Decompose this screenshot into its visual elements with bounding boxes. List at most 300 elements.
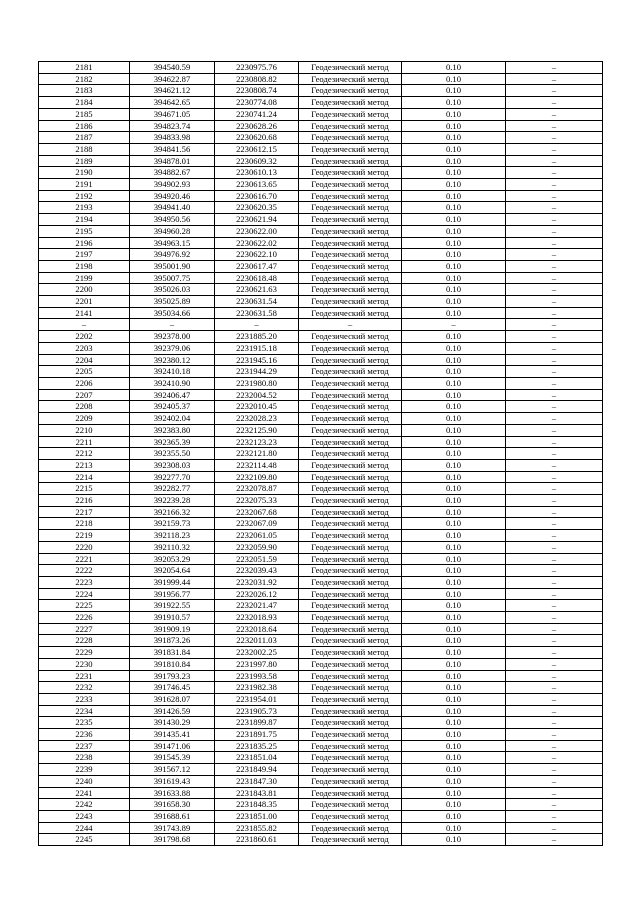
table-row [39, 342, 603, 354]
method-cell: Геодезический метод [299, 693, 402, 705]
method-cell: Геодезический метод [299, 389, 402, 401]
accuracy-cell: 0.10 [402, 284, 506, 296]
accuracy-cell: 0.10 [402, 834, 506, 846]
note-cell: – [506, 623, 603, 635]
x-coordinate-cell: 392380.12 [130, 354, 215, 366]
x-coordinate-cell: 394960.28 [130, 225, 215, 237]
x-coordinate-cell: 391471.06 [130, 740, 215, 752]
y-coordinate-cell: 2232059.90 [215, 541, 299, 553]
point-number-cell: 2182 [39, 73, 130, 85]
table-row [39, 448, 603, 460]
accuracy-cell: 0.10 [402, 623, 506, 635]
point-number-cell: 2235 [39, 717, 130, 729]
note-cell: – [506, 413, 603, 425]
note-cell: – [506, 85, 603, 97]
x-coordinate-cell: 394878.01 [130, 155, 215, 167]
note-cell: – [506, 588, 603, 600]
x-coordinate-cell: 391999.44 [130, 576, 215, 588]
note-cell: – [506, 717, 603, 729]
x-coordinate-cell: 392379.06 [130, 342, 215, 354]
x-coordinate-cell: 394833.98 [130, 132, 215, 144]
x-coordinate-cell: 391743.89 [130, 822, 215, 834]
x-coordinate-cell: 394963.15 [130, 237, 215, 249]
table-row [39, 307, 603, 319]
note-cell: – [506, 202, 603, 214]
note-cell: – [506, 132, 603, 144]
note-cell: – [506, 530, 603, 542]
accuracy-cell: 0.10 [402, 389, 506, 401]
accuracy-cell: 0.10 [402, 670, 506, 682]
method-cell: Геодезический метод [299, 541, 402, 553]
y-coordinate-cell: 2230616.70 [215, 190, 299, 202]
note-cell: – [506, 647, 603, 659]
note-cell: – [506, 483, 603, 495]
point-number-cell: 2225 [39, 600, 130, 612]
table-row [39, 401, 603, 413]
table-row [39, 190, 603, 202]
table-row [39, 132, 603, 144]
point-number-cell: 2195 [39, 225, 130, 237]
y-coordinate-cell: 2231885.20 [215, 331, 299, 343]
note-cell: – [506, 389, 603, 401]
point-number-cell: 2216 [39, 495, 130, 507]
point-number-cell: 2215 [39, 483, 130, 495]
x-coordinate-cell: 394823.74 [130, 120, 215, 132]
accuracy-cell: 0.10 [402, 764, 506, 776]
method-cell: Геодезический метод [299, 108, 402, 120]
method-cell: Геодезический метод [299, 658, 402, 670]
accuracy-cell: 0.10 [402, 342, 506, 354]
y-coordinate-cell: 2230612.15 [215, 143, 299, 155]
point-number-cell: 2197 [39, 249, 130, 261]
y-coordinate-cell: 2232004.52 [215, 389, 299, 401]
accuracy-cell: 0.10 [402, 120, 506, 132]
accuracy-cell: 0.10 [402, 260, 506, 272]
method-cell: Геодезический метод [299, 576, 402, 588]
y-coordinate-cell: 2230620.68 [215, 132, 299, 144]
point-number-cell: 2191 [39, 179, 130, 191]
y-coordinate-cell: 2230617.47 [215, 260, 299, 272]
y-coordinate-cell: 2230975.76 [215, 62, 299, 74]
point-number-cell: 2232 [39, 682, 130, 694]
point-number-cell: 2212 [39, 448, 130, 460]
x-coordinate-cell: 395001.90 [130, 260, 215, 272]
note-cell: – [506, 705, 603, 717]
method-cell: Геодезический метод [299, 85, 402, 97]
note-cell: – [506, 225, 603, 237]
method-cell: Геодезический метод [299, 612, 402, 624]
point-number-cell: 2183 [39, 85, 130, 97]
y-coordinate-cell: 2231944.29 [215, 366, 299, 378]
x-coordinate-cell: 395007.75 [130, 272, 215, 284]
x-coordinate-cell: 394671.05 [130, 108, 215, 120]
x-coordinate-cell: 395025.89 [130, 296, 215, 308]
accuracy-cell: 0.10 [402, 705, 506, 717]
method-cell: Геодезический метод [299, 822, 402, 834]
method-cell: Геодезический метод [299, 834, 402, 846]
x-coordinate-cell: 392159.73 [130, 518, 215, 530]
note-cell: – [506, 799, 603, 811]
accuracy-cell: 0.10 [402, 272, 506, 284]
x-coordinate-cell: 392383.80 [130, 424, 215, 436]
point-number-cell: 2240 [39, 775, 130, 787]
note-cell: – [506, 249, 603, 261]
method-cell: Геодезический метод [299, 331, 402, 343]
method-cell: Геодезический метод [299, 436, 402, 448]
point-number-cell: 2203 [39, 342, 130, 354]
x-coordinate-cell: 392410.18 [130, 366, 215, 378]
y-coordinate-cell: 2232114.48 [215, 459, 299, 471]
y-coordinate-cell: 2230609.32 [215, 155, 299, 167]
y-coordinate-cell: 2231891.75 [215, 729, 299, 741]
method-cell: Геодезический метод [299, 764, 402, 776]
table-row [39, 459, 603, 471]
table-row [39, 366, 603, 378]
accuracy-cell: 0.10 [402, 401, 506, 413]
x-coordinate-cell: 391956.77 [130, 588, 215, 600]
x-coordinate-cell: 392282.77 [130, 483, 215, 495]
note-cell: – [506, 565, 603, 577]
point-number-cell: 2229 [39, 647, 130, 659]
y-coordinate-cell: 2231855.82 [215, 822, 299, 834]
accuracy-cell: 0.10 [402, 296, 506, 308]
note-cell: – [506, 214, 603, 226]
point-number-cell: 2185 [39, 108, 130, 120]
accuracy-cell: 0.10 [402, 565, 506, 577]
table-row [39, 717, 603, 729]
x-coordinate-cell: 391798.68 [130, 834, 215, 846]
method-cell: Геодезический метод [299, 143, 402, 155]
accuracy-cell: 0.10 [402, 553, 506, 565]
note-cell: – [506, 73, 603, 85]
accuracy-cell: 0.10 [402, 377, 506, 389]
method-cell: Геодезический метод [299, 588, 402, 600]
point-number-cell: 2219 [39, 530, 130, 542]
point-number-cell: 2187 [39, 132, 130, 144]
point-number-cell: 2221 [39, 553, 130, 565]
y-coordinate-cell: 2232031.92 [215, 576, 299, 588]
accuracy-cell: 0.10 [402, 62, 506, 74]
accuracy-cell: 0.10 [402, 600, 506, 612]
x-coordinate-cell: 391873.26 [130, 635, 215, 647]
table-row [39, 682, 603, 694]
method-cell: Геодезический метод [299, 682, 402, 694]
note-cell: – [506, 506, 603, 518]
table-row [39, 647, 603, 659]
y-coordinate-cell: 2232075.33 [215, 495, 299, 507]
accuracy-cell: 0.10 [402, 424, 506, 436]
y-coordinate-cell: 2231993.58 [215, 670, 299, 682]
point-number-cell: 2199 [39, 272, 130, 284]
note-cell: – [506, 120, 603, 132]
accuracy-cell: 0.10 [402, 366, 506, 378]
accuracy-cell: 0.10 [402, 682, 506, 694]
x-coordinate-cell: 392365.39 [130, 436, 215, 448]
table-row [39, 623, 603, 635]
table-row [39, 436, 603, 448]
accuracy-cell: 0.10 [402, 143, 506, 155]
point-number-cell: 2217 [39, 506, 130, 518]
y-coordinate-cell: 2231835.25 [215, 740, 299, 752]
y-coordinate-cell: 2231982.38 [215, 682, 299, 694]
method-cell: Геодезический метод [299, 518, 402, 530]
accuracy-cell: 0.10 [402, 237, 506, 249]
x-coordinate-cell: 394621.12 [130, 85, 215, 97]
accuracy-cell: 0.10 [402, 214, 506, 226]
table-row [39, 377, 603, 389]
method-cell: Геодезический метод [299, 401, 402, 413]
point-number-cell: 2239 [39, 764, 130, 776]
note-cell: – [506, 319, 603, 331]
y-coordinate-cell: 2231843.81 [215, 787, 299, 799]
x-coordinate-cell: 391922.55 [130, 600, 215, 612]
method-cell: Геодезический метод [299, 132, 402, 144]
table-row [39, 740, 603, 752]
note-cell: – [506, 787, 603, 799]
point-number-cell: 2207 [39, 389, 130, 401]
note-cell: – [506, 740, 603, 752]
point-number-cell: 2244 [39, 822, 130, 834]
table-row [39, 787, 603, 799]
accuracy-cell: 0.10 [402, 518, 506, 530]
note-cell: – [506, 237, 603, 249]
method-cell: Геодезический метод [299, 600, 402, 612]
point-number-cell: 2204 [39, 354, 130, 366]
x-coordinate-cell: 391831.84 [130, 647, 215, 659]
accuracy-cell: 0.10 [402, 413, 506, 425]
y-coordinate-cell: 2230808.74 [215, 85, 299, 97]
x-coordinate-cell: 394882.67 [130, 167, 215, 179]
method-cell: Геодезический метод [299, 729, 402, 741]
x-coordinate-cell: 394902.93 [130, 179, 215, 191]
note-cell: – [506, 752, 603, 764]
note-cell: – [506, 296, 603, 308]
y-coordinate-cell: 2230618.48 [215, 272, 299, 284]
point-number-cell: 2193 [39, 202, 130, 214]
method-cell: Геодезический метод [299, 202, 402, 214]
note-cell: – [506, 448, 603, 460]
accuracy-cell: 0.10 [402, 811, 506, 823]
x-coordinate-cell: 394920.46 [130, 190, 215, 202]
method-cell: Геодезический метод [299, 214, 402, 226]
point-number-cell: 2202 [39, 331, 130, 343]
point-number-cell: 2242 [39, 799, 130, 811]
note-cell: – [506, 342, 603, 354]
note-cell: – [506, 518, 603, 530]
point-number-cell: 2210 [39, 424, 130, 436]
accuracy-cell: 0.10 [402, 693, 506, 705]
accuracy-cell: 0.10 [402, 752, 506, 764]
point-number-cell: 2226 [39, 612, 130, 624]
y-coordinate-cell: 2231954.01 [215, 693, 299, 705]
method-cell: Геодезический метод [299, 366, 402, 378]
note-cell: – [506, 553, 603, 565]
point-number-cell: 2198 [39, 260, 130, 272]
y-coordinate-cell: 2230628.26 [215, 120, 299, 132]
method-cell: Геодезический метод [299, 260, 402, 272]
y-coordinate-cell: 2232026.12 [215, 588, 299, 600]
point-number-cell: 2190 [39, 167, 130, 179]
table-row [39, 483, 603, 495]
point-number-cell: 2236 [39, 729, 130, 741]
note-cell: – [506, 670, 603, 682]
x-coordinate-cell: 392054.64 [130, 565, 215, 577]
note-cell: – [506, 331, 603, 343]
table-row [39, 260, 603, 272]
x-coordinate-cell: 391567.12 [130, 764, 215, 776]
table-row [39, 775, 603, 787]
method-cell: Геодезический метод [299, 73, 402, 85]
point-number-cell: 2245 [39, 834, 130, 846]
coordinates-table [38, 61, 603, 846]
accuracy-cell: 0.10 [402, 179, 506, 191]
point-number-cell: 2218 [39, 518, 130, 530]
method-cell: Геодезический метод [299, 553, 402, 565]
table-row [39, 179, 603, 191]
x-coordinate-cell: 391619.43 [130, 775, 215, 787]
point-number-cell: 2231 [39, 670, 130, 682]
table-row [39, 167, 603, 179]
x-coordinate-cell: 395034.66 [130, 307, 215, 319]
point-number-cell: 2234 [39, 705, 130, 717]
y-coordinate-cell: 2230741.24 [215, 108, 299, 120]
table-row [39, 73, 603, 85]
table-row [39, 518, 603, 530]
point-number-cell: 2233 [39, 693, 130, 705]
note-cell: – [506, 693, 603, 705]
accuracy-cell: 0.10 [402, 612, 506, 624]
x-coordinate-cell: 392053.29 [130, 553, 215, 565]
x-coordinate-cell: 391909.19 [130, 623, 215, 635]
x-coordinate-cell: 391793.23 [130, 670, 215, 682]
method-cell: Геодезический метод [299, 97, 402, 109]
table-row [39, 296, 603, 308]
accuracy-cell: 0.10 [402, 73, 506, 85]
table-row [39, 284, 603, 296]
x-coordinate-cell: 391746.45 [130, 682, 215, 694]
point-number-cell: – [39, 319, 130, 331]
method-cell: Геодезический метод [299, 811, 402, 823]
method-cell: Геодезический метод [299, 62, 402, 74]
y-coordinate-cell: 2232039.43 [215, 565, 299, 577]
method-cell: Геодезический метод [299, 237, 402, 249]
accuracy-cell: 0.10 [402, 155, 506, 167]
method-cell: Геодезический метод [299, 377, 402, 389]
accuracy-cell: 0.10 [402, 249, 506, 261]
method-cell: Геодезический метод [299, 530, 402, 542]
method-cell: Геодезический метод [299, 495, 402, 507]
note-cell: – [506, 190, 603, 202]
y-coordinate-cell: 2231849.94 [215, 764, 299, 776]
note-cell: – [506, 436, 603, 448]
table-row [39, 471, 603, 483]
note-cell: – [506, 377, 603, 389]
method-cell: – [299, 319, 402, 331]
table-row [39, 85, 603, 97]
point-number-cell: 2222 [39, 565, 130, 577]
method-cell: Геодезический метод [299, 342, 402, 354]
point-number-cell: 2227 [39, 623, 130, 635]
y-coordinate-cell: 2231860.61 [215, 834, 299, 846]
note-cell: – [506, 62, 603, 74]
point-number-cell: 2213 [39, 459, 130, 471]
note-cell: – [506, 97, 603, 109]
y-coordinate-cell: 2232121.80 [215, 448, 299, 460]
x-coordinate-cell: 392410.90 [130, 377, 215, 389]
accuracy-cell: 0.10 [402, 448, 506, 460]
note-cell: – [506, 307, 603, 319]
accuracy-cell: 0.10 [402, 354, 506, 366]
method-cell: Геодезический метод [299, 635, 402, 647]
point-number-cell: 2186 [39, 120, 130, 132]
accuracy-cell: 0.10 [402, 471, 506, 483]
note-cell: – [506, 260, 603, 272]
note-cell: – [506, 272, 603, 284]
point-number-cell: 2224 [39, 588, 130, 600]
y-coordinate-cell: 2231848.35 [215, 799, 299, 811]
x-coordinate-cell: 391688.61 [130, 811, 215, 823]
method-cell: Геодезический метод [299, 787, 402, 799]
point-number-cell: 2243 [39, 811, 130, 823]
y-coordinate-cell: 2230621.63 [215, 284, 299, 296]
x-coordinate-cell: 392402.04 [130, 413, 215, 425]
x-coordinate-cell: 394642.65 [130, 97, 215, 109]
note-cell: – [506, 576, 603, 588]
accuracy-cell: 0.10 [402, 588, 506, 600]
y-coordinate-cell: 2232002.25 [215, 647, 299, 659]
x-coordinate-cell: 392308.03 [130, 459, 215, 471]
y-coordinate-cell: 2231905.73 [215, 705, 299, 717]
x-coordinate-cell: 391435.41 [130, 729, 215, 741]
y-coordinate-cell: 2231945.16 [215, 354, 299, 366]
x-coordinate-cell: 392166.32 [130, 506, 215, 518]
accuracy-cell: 0.10 [402, 495, 506, 507]
note-cell: – [506, 612, 603, 624]
point-number-cell: 2200 [39, 284, 130, 296]
x-coordinate-cell: 392110.32 [130, 541, 215, 553]
x-coordinate-cell: 391810.84 [130, 658, 215, 670]
point-number-cell: 2194 [39, 214, 130, 226]
table-row [39, 530, 603, 542]
y-coordinate-cell: 2232018.93 [215, 612, 299, 624]
point-number-cell: 2238 [39, 752, 130, 764]
table-row [39, 108, 603, 120]
y-coordinate-cell: 2231847.30 [215, 775, 299, 787]
accuracy-cell: 0.10 [402, 658, 506, 670]
note-cell: – [506, 366, 603, 378]
y-coordinate-cell: 2232125.90 [215, 424, 299, 436]
table-row [39, 331, 603, 343]
table-row [39, 225, 603, 237]
method-cell: Геодезический метод [299, 167, 402, 179]
accuracy-cell: 0.10 [402, 459, 506, 471]
note-cell: – [506, 811, 603, 823]
y-coordinate-cell: 2232109.80 [215, 471, 299, 483]
table-row [39, 214, 603, 226]
x-coordinate-cell: 391545.39 [130, 752, 215, 764]
method-cell: Геодезический метод [299, 775, 402, 787]
point-number-cell: 2214 [39, 471, 130, 483]
point-number-cell: 2230 [39, 658, 130, 670]
accuracy-cell: 0.10 [402, 202, 506, 214]
table-row [39, 272, 603, 284]
y-coordinate-cell: 2231915.18 [215, 342, 299, 354]
x-coordinate-cell: 394622.87 [130, 73, 215, 85]
table-row [39, 143, 603, 155]
table-row [39, 120, 603, 132]
y-coordinate-cell: 2231980.80 [215, 377, 299, 389]
method-cell: Геодезический метод [299, 249, 402, 261]
